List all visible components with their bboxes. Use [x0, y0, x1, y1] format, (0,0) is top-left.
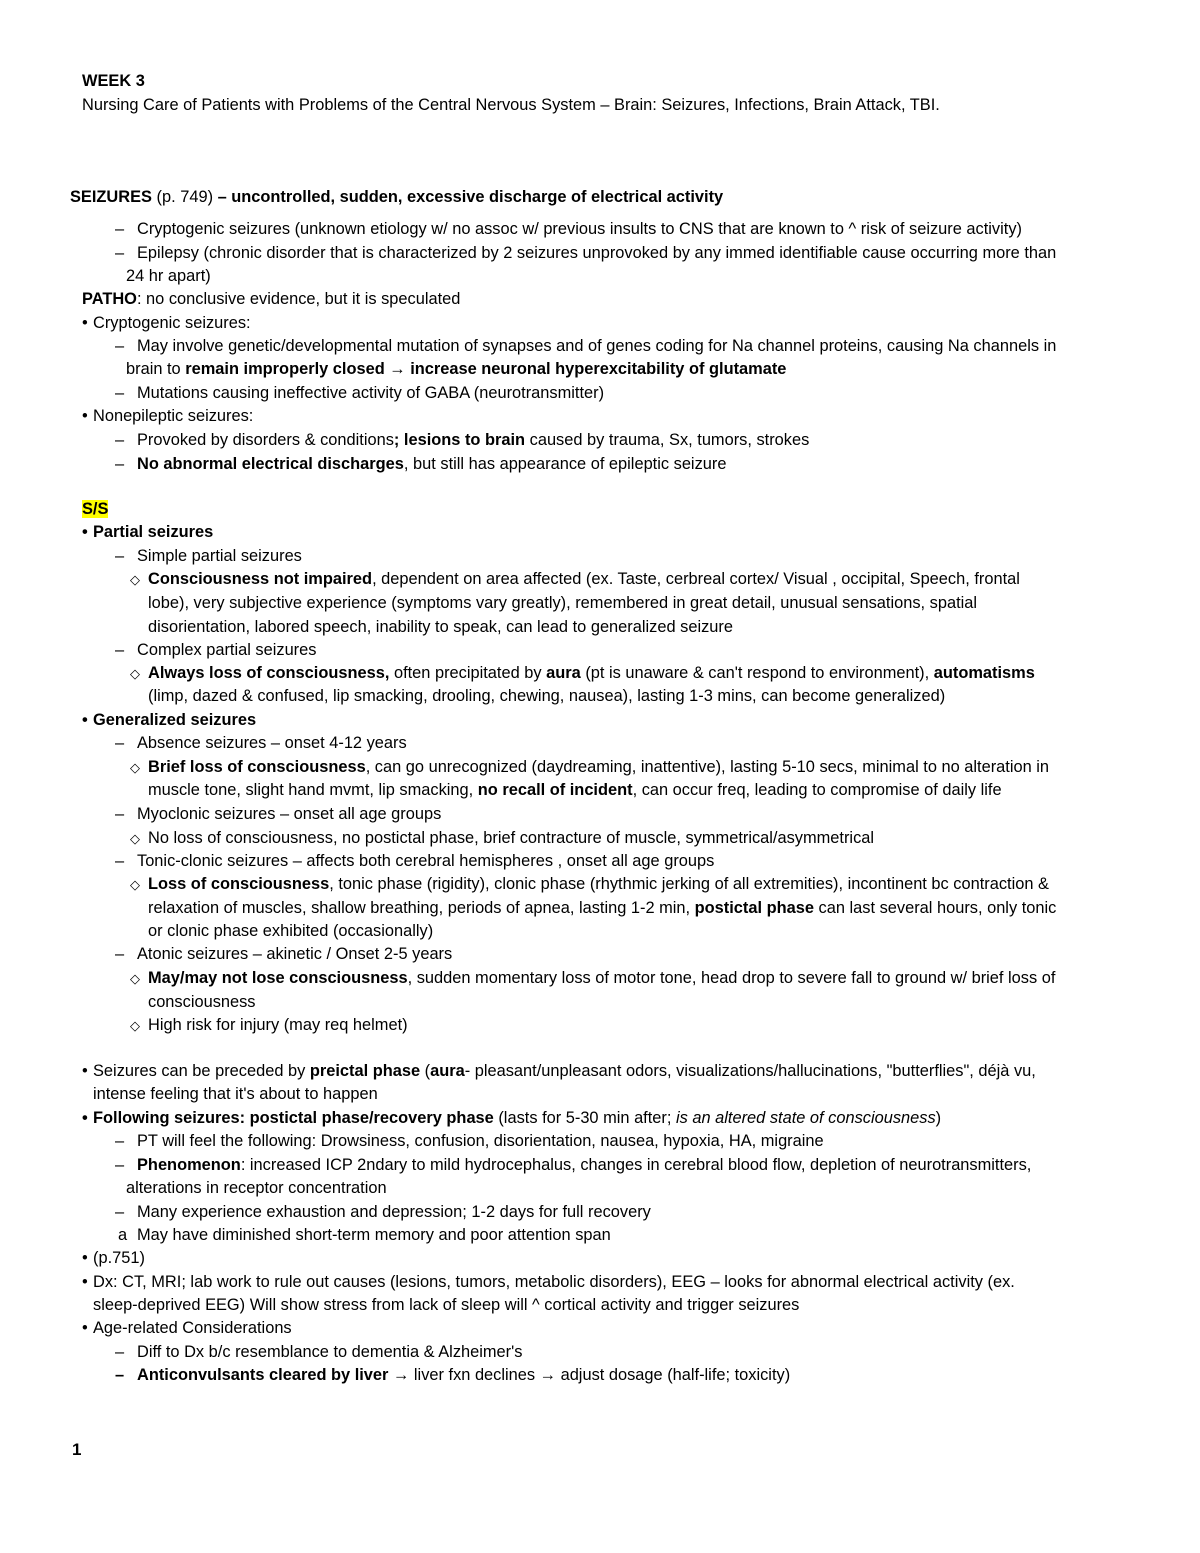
dash-bullet: –: [115, 1343, 125, 1361]
item-continuation: alterations in receptor concentration: [126, 1179, 387, 1197]
seizures-heading: SEIZURES: [70, 188, 152, 206]
list-item: • Partial seizures: [82, 523, 214, 541]
seizures-definition: – uncontrolled, sudden, excessive discharge of electrical activity: [217, 188, 724, 206]
list-item: – Complex partial seizures: [115, 641, 317, 659]
list-item: • Seizures can be preceded by preictal phase (aura- pleasant/unpleasant odors, visualizations/hallucinations, "butterflies", déjà vu,: [82, 1062, 1036, 1080]
dash-bullet: –: [115, 805, 125, 823]
diamond-bullet-icon: ◇: [130, 572, 140, 587]
ss-label-highlight: S/S: [82, 500, 109, 518]
bullet-icon: •: [82, 523, 88, 541]
list-item: – Myoclonic seizures – onset all age groups: [115, 805, 442, 823]
bullet-icon: •: [82, 711, 88, 729]
list-item: ◇ Consciousness not impaired, dependent on area affected (ex. Taste, cerbreal cortex/ Visual , occipital, Speech, frontal: [130, 570, 1020, 588]
list-item: – Tonic-clonic seizures – affects both cerebral hemispheres , onset all age groups: [115, 852, 715, 870]
dash-bullet: –: [115, 547, 125, 565]
dash-bullet: –: [115, 852, 125, 870]
list-item: • Age-related Considerations: [82, 1319, 292, 1337]
item-continuation: 24 hr apart): [126, 267, 211, 285]
list-item: – Atonic seizures – akinetic / Onset 2-5 years: [115, 945, 453, 963]
bullet-icon: •: [82, 1109, 88, 1127]
list-item: – Simple partial seizures: [115, 547, 302, 565]
ss-heading: [82, 499, 108, 519]
item-continuation: sleep-deprived EEG) Will show stress from lack of sleep will ^ cortical activity and trigger seizures: [93, 1296, 800, 1314]
item-text: Epilepsy (chronic disorder that is characterized by 2 seizures unprovoked by any immed identifiable cause occurring more than: [137, 244, 1057, 262]
item-continuation: disorientation, labored speech, inability to speak, can lead to generalized seizure: [148, 618, 733, 636]
diamond-bullet-icon: ◇: [130, 760, 140, 775]
bullet-icon: •: [82, 314, 88, 332]
list-item: • Dx: CT, MRI; lab work to rule out causes (lesions, tumors, metabolic disorders), EEG – looks for abnormal electrical activity (ex.: [82, 1273, 1015, 1291]
list-item: – Anticonvulsants cleared by liver → liver fxn declines → adjust dosage (half-life; toxicity): [115, 1366, 791, 1384]
dash-bullet: –: [115, 641, 125, 659]
list-item: [82, 313, 251, 333]
list-item: ◇ May/may not lose consciousness, sudden momentary loss of motor tone, head drop to severe fall to ground w/ brief loss of: [130, 969, 1056, 987]
week-title: WEEK 3: [82, 72, 145, 90]
diamond-bullet-icon: ◇: [130, 666, 140, 681]
list-item: – No abnormal electrical discharges, but still has appearance of epileptic seizure: [115, 455, 727, 473]
list-item: • Generalized seizures: [82, 711, 257, 729]
dash-bullet: –: [115, 384, 125, 402]
letter-marker: a: [118, 1226, 128, 1244]
item-continuation: consciousness: [148, 993, 256, 1011]
item-continuation: muscle tone, slight hand mvmt, lip smacking, no recall of incident, can occur freq, leading to compromise of daily life: [148, 781, 1002, 799]
item-continuation: relaxation of muscles, shallow breathing, periods of apnea, lasting 1-2 min, postictal phase can last several hours, only tonic: [148, 899, 1057, 917]
item-text: Mutations causing ineffective activity of GABA (neurotransmitter): [137, 384, 605, 402]
dash-bullet: –: [115, 945, 125, 963]
diamond-bullet-icon: ◇: [130, 877, 140, 892]
item-continuation: lobe), very subjective experience (symptoms vary greatly), remembered in great detail, unusual sensations, spatial: [148, 594, 978, 612]
dash-bullet: –: [115, 1156, 125, 1174]
patho-label: PATHO: [82, 290, 137, 308]
list-item: – Many experience exhaustion and depression; 1-2 days for full recovery: [115, 1203, 651, 1221]
seizures-heading-line: [70, 187, 723, 207]
bullet-icon: •: [82, 1062, 88, 1080]
item-continuation: brain to remain improperly closed → increase neuronal hyperexcitability of glutamate: [126, 360, 787, 378]
dash-bullet: –: [115, 1366, 125, 1384]
patho-text: : no conclusive evidence, but it is speculated: [136, 290, 461, 308]
doc-subtitle: Nursing Care of Patients with Problems of the Central Nervous System – Brain: Seizures, Infections, Brain Attack, TBI.: [82, 96, 940, 114]
bullet-icon: •: [82, 407, 88, 425]
dash-bullet: –: [115, 1203, 125, 1221]
bullet-icon: •: [82, 1273, 88, 1291]
list-item: – Diff to Dx b/c resemblance to dementia & Alzheimer's: [115, 1343, 523, 1361]
list-item: [82, 406, 253, 426]
list-item: – Absence seizures – onset 4-12 years: [115, 734, 407, 752]
list-item: [115, 243, 1056, 263]
list-item: • Following seizures: postictal phase/recovery phase (lasts for 5-30 min after; is an altered state of consciousness): [82, 1109, 942, 1127]
item-text: Cryptogenic seizures (unknown etiology w/ no assoc w/ previous insults to CNS that are known to ^ risk of seizure activity): [137, 220, 1022, 238]
item-text: May involve genetic/developmental mutation of synapses and of genes coding for Na channel proteins, causing Na channels in: [137, 337, 1057, 355]
page-number: 1: [72, 1440, 82, 1459]
list-item: [115, 219, 1022, 239]
item-continuation: or clonic phase exhibited (occasionally): [148, 922, 434, 940]
list-item: • (p.751): [82, 1249, 145, 1267]
list-item: [115, 383, 604, 403]
dash-bullet: –: [115, 244, 125, 262]
item-continuation: intense feeling that it's about to happen: [93, 1085, 378, 1103]
list-item: a May have diminished short-term memory and poor attention span: [118, 1226, 611, 1244]
list-item: – Phenomenon: increased ICP 2ndary to mild hydrocephalus, changes in cerebral blood flow, depletion of neurotransmitters,: [115, 1156, 1032, 1174]
dash-bullet: –: [115, 337, 125, 355]
list-item: [115, 336, 1056, 356]
item-text: Nonepileptic seizures:: [93, 407, 254, 425]
list-item: ◇ High risk for injury (may req helmet): [130, 1016, 408, 1034]
diamond-bullet-icon: ◇: [130, 971, 140, 986]
list-item: ◇ No loss of consciousness, no postictal phase, brief contracture of muscle, symmetrical/asymmetrical: [130, 829, 875, 847]
item-continuation: (limp, dazed & confused, lip smacking, drooling, chewing, nausea), lasting 1-3 mins, can become generalized): [148, 687, 946, 705]
patho-line: [82, 289, 460, 309]
list-item: ◇ Brief loss of consciousness, can go unrecognized (daydreaming, inattentive), lasting 5-10 secs, minimal to no alteration in: [130, 758, 1050, 776]
list-item: – Provoked by disorders & conditions; lesions to brain caused by trauma, Sx, tumors, strokes: [115, 431, 810, 449]
dash-bullet: –: [115, 1132, 125, 1150]
bullet-icon: •: [82, 1319, 88, 1337]
seizures-ref: (p. 749): [151, 188, 218, 206]
bullet-icon: •: [82, 1249, 88, 1267]
diamond-bullet-icon: ◇: [130, 831, 140, 846]
dash-bullet: –: [115, 734, 125, 752]
list-item: ◇ Always loss of consciousness, often precipitated by aura (pt is unaware & can't respond to environment), automatisms: [130, 664, 1035, 682]
dash-bullet: –: [115, 431, 125, 449]
dash-bullet: –: [115, 220, 125, 238]
dash-bullet: –: [115, 455, 125, 473]
list-item: – PT will feel the following: Drowsiness, confusion, disorientation, nausea, hypoxia, HA, migraine: [115, 1132, 824, 1150]
diamond-bullet-icon: ◇: [130, 1018, 140, 1033]
item-text: Cryptogenic seizures:: [93, 314, 251, 332]
list-item: ◇ Loss of consciousness, tonic phase (rigidity), clonic phase (rhythmic jerking of all extremities), incontinent bc contraction &: [130, 875, 1049, 893]
